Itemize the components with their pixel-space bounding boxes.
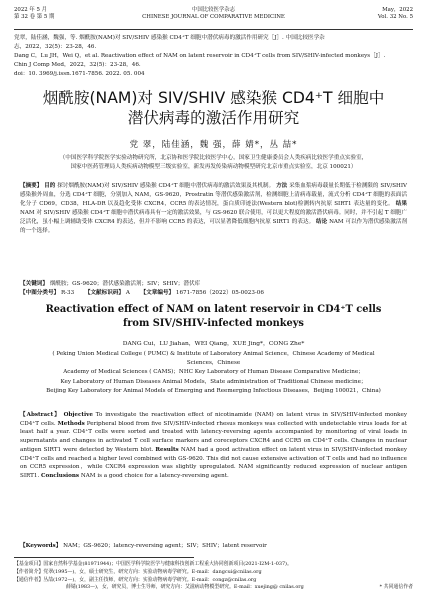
keywords-en-label: 【Keywords】	[20, 543, 62, 549]
fund-text: 国家自然科学基金(81971944)；中国医学科学院医学与健康科技创新工程重大协同创新项目(2021-I2M-1-037)。	[43, 561, 292, 567]
doc-code-label: 【文献标识码】	[84, 290, 125, 296]
author-label: 【作者简介】	[14, 568, 44, 575]
abstract-cn	[20, 182, 407, 235]
title-cn-line: 潜伏病毒的激活作用研究	[127, 109, 300, 127]
results-en-text: NAM had a good activation effect on latent virus in SIV/SHIV-infected monkey CD4⁺T cells and reached a higher level combined with GS-9620. This did not cause extensive activation of T cells and had no influence on CCR5 expression，while CXCR4 expression was slightly upregulated. NAM significantly reduced expression of nuclear antigen SIRT1.	[20, 446, 408, 479]
conclusions-en-label: Conclusions	[41, 472, 80, 479]
title-en-line: Reactivation effect of NAM on latent reservoir in CD4⁺T cells	[45, 304, 382, 315]
fund-label: 【基金项目】	[14, 561, 44, 567]
title-en-line: from SIV/SHIV-infected monkeys	[123, 318, 304, 329]
affiliation-cn-line: 国家中医药管理局人类疾病动物模型三级实验室，新发再发传染病动物模型研究北京市重点实验室，北京 100021）	[70, 163, 357, 170]
header-volume-cn: 第 32 卷 第 5 期	[14, 14, 55, 20]
methods-en-text: Peripheral blood from five SIV/SHIV-infected rhesus monkeys was collected with undetectable virus loads for at least half a year. CD4⁺T cells were sorted and treated with latency-reversing agents accompanied by monitoring of viral loads in supernatants and changes in activated T cell surface markers and coreceptors CXCR4 and CCR5 on CD4⁺T cells. Changes in nuclear antigen SIRT1 were detected by Western blot.	[20, 420, 407, 453]
results-cn-label: 结果	[395, 200, 407, 207]
results-cn-text: NAM 对 SIV/SHIV 感染猴 CD4⁺T 细胞中潜伏病毒具有一定的激活效果，与 GS-9620 联合使用，可以更大程度的激活潜伏病毒。同时，并不引起 T 细胞广泛活化，虽小幅上调辅助受体 CXCR4 的表达，但并不影响 CCR5 的表达，可以显著降低细胞内抗原 SIRT1 的表达。	[20, 209, 407, 225]
author-list-en: DANG Cui，LU Jiahan，WEI Qiang，XUE Jing*，CONG Zhe*	[122, 341, 305, 347]
fund-note	[14, 561, 413, 569]
keywords-cn-label: 【关键词】	[20, 281, 48, 287]
corresponding-note-2: 薛婧(1983—)，女，研究员，博士生导师，研究方向：艾滋病动物模型研究。E-mail：xuejing@ cnilas.org	[66, 584, 304, 591]
conclusion-cn-text: NAM 可以作为潜伏感染激活剂的一个选择。	[20, 218, 408, 234]
results-en-label: Results	[155, 446, 179, 453]
conclusion-cn-label: 结论	[316, 218, 328, 225]
footnote-divider	[14, 557, 194, 558]
header-center	[14, 7, 413, 21]
header-volume-en: Vol. 32 No. 5	[377, 14, 413, 20]
affiliation-cn	[24, 154, 403, 171]
conclusions-en-text: NAM is a good choice for a latency-reversing agent.	[80, 472, 229, 479]
header-right	[378, 7, 413, 21]
objective-en-text: To investigate the reactivation effect of nicotinamide (NAM) on latent virus in SIV/SHIV-infected monkey CD4⁺T cells.	[20, 412, 408, 427]
affiliation-en	[40, 350, 387, 396]
footnotes	[14, 561, 413, 592]
header-date-en: May，2022	[382, 7, 413, 13]
classification-cn	[20, 289, 407, 298]
abstract-en	[20, 411, 407, 481]
citation-cn-line: 志，2022，32(5)：23-28，46.	[14, 44, 97, 50]
doi-link[interactable]: doi：10. 3969/j.issn.1671-7856. 2022. 05. 004	[14, 71, 145, 77]
author-note	[14, 569, 413, 577]
running-header	[14, 7, 413, 30]
objective-cn-label: 目的	[44, 183, 56, 189]
methods-en-label: Methods	[57, 420, 85, 427]
article-id-label: 【文章编号】	[140, 290, 175, 296]
doc-code-value: A	[125, 290, 130, 296]
citation-en-line: Dang C，Lu JH，Wei Q，et al. Reactivation effect of NAM on latent reservoir in CD4⁺T cells from SIV/SHIV-infected monkeys［J］.	[14, 53, 386, 59]
objective-cn-text: 探讨烟酰胺(NAM)对 SIV/SHIV 感染猴 CD4⁺T 细胞中潜伏病毒的激活效果及其机制。	[57, 183, 275, 189]
affiliation-cn-line: （中国医学科学院医学实验动物研究所，北京协和医学院比较医学中心，国家卫生健康委员会人类疾病比较医学重点实验室，	[59, 155, 368, 161]
keywords-en	[20, 541, 407, 549]
article-title-cn	[0, 88, 427, 128]
affiliation-en-line: ( Peking Union Medical College ( PUMC) & Institute of Laboratory Animal Science，Chinese Academy of Medical Sciences，Chinese	[52, 351, 375, 367]
journal-name-en: CHINESE JOURNAL OF COMPARATIVE MEDICINE	[142, 14, 285, 20]
citation-block	[14, 34, 413, 79]
author-text: 党翠(1995—)，女，硕士研究生，研究方向：实验动物病毒学研究。E-mail：dangcui@cnilas.org	[43, 568, 262, 575]
title-cn-line: 烟酰胺(NAM)对 SIV/SHIV 感染猴 CD4⁺T 细胞中	[42, 89, 385, 107]
clc-value: R-33	[60, 290, 75, 296]
article-title-en	[0, 303, 427, 331]
author-list-cn: 党 翠，陆佳涵，魏 强，薛 婧*，丛 喆*	[129, 140, 298, 150]
header-date: 2022 年 5 月	[14, 7, 48, 13]
keywords-en-text: NAM；GS-9620；latency-reversing agent；SIV；SHIV；latent reservoir	[63, 543, 267, 549]
corresponding-text: 丛喆(1972—)，女，副主任技师，研究方向：实验动物病毒学研究。E-mail：congz@cnilas.org	[43, 576, 257, 583]
keywords-cn-text: 烟酰胺；GS-9620；潜伏感染激活剂；SIV；SHIV；潜伏库	[49, 281, 201, 287]
affiliation-en-line: Academy of Medical Sciences ( CAMS)；NHC Key Laboratory of Human Disease Comparative Medicine；	[63, 369, 364, 376]
article-id-value: 1671-7856（2022）05-0023-06	[175, 290, 264, 296]
co-corresponding-note: * 共同通信作者	[379, 584, 413, 591]
methods-cn-label: 方法	[276, 183, 288, 189]
clc-label: 【中图分类号】	[20, 290, 60, 296]
citation-cn-line: 党翠，陆佳涵，魏强，等. 烟酰胺(NAM)对 SIV/SHIV 感染猴 CD4⁺T 细胞中潜伏病毒的激活作用研究［J］. 中国比较医学杂	[14, 35, 325, 41]
objective-en-label: Objective	[63, 412, 93, 418]
corresponding-label: 【通信作者】	[14, 576, 44, 583]
abstract-en-label: 【Abstract】	[20, 412, 61, 418]
abstract-cn-label: 【摘要】	[20, 183, 43, 189]
affiliation-en-line: Beijing Key Laboratory for Animal Models of Emerging and Reemerging Infectious Diseases，Beijing 100021，China)	[46, 387, 381, 394]
journal-name-cn: 中国比较医学杂志	[191, 7, 236, 13]
keywords-cn	[20, 280, 407, 289]
citation-en-line: Chin J Comp Med，2022，32(5)：23-28，46.	[14, 62, 141, 68]
affiliation-en-line: Key Laboratory of Human Diseases Animal Models，State administration of Traditional Chinese medicine；	[60, 378, 367, 385]
methods-cn-text: 采集血浆病毒载量长期低于检测限的 SIV/SHIV 感染猴外周血，分选 CD4⁺T 细胞，分别加入 NAM，GS-9620，Prostratin 等潜伏感染激活剂，检测细胞上清病毒载量，流式分析 CD4⁺T 细胞的表面活化分子 CD69，CD38，HLA-DR 以及趋化受体 CXCR4，CCR5 的表达情况，蛋白质印迹法(Western blot)检测转内抗原 SIRT1 表达量的变化。	[20, 183, 408, 207]
